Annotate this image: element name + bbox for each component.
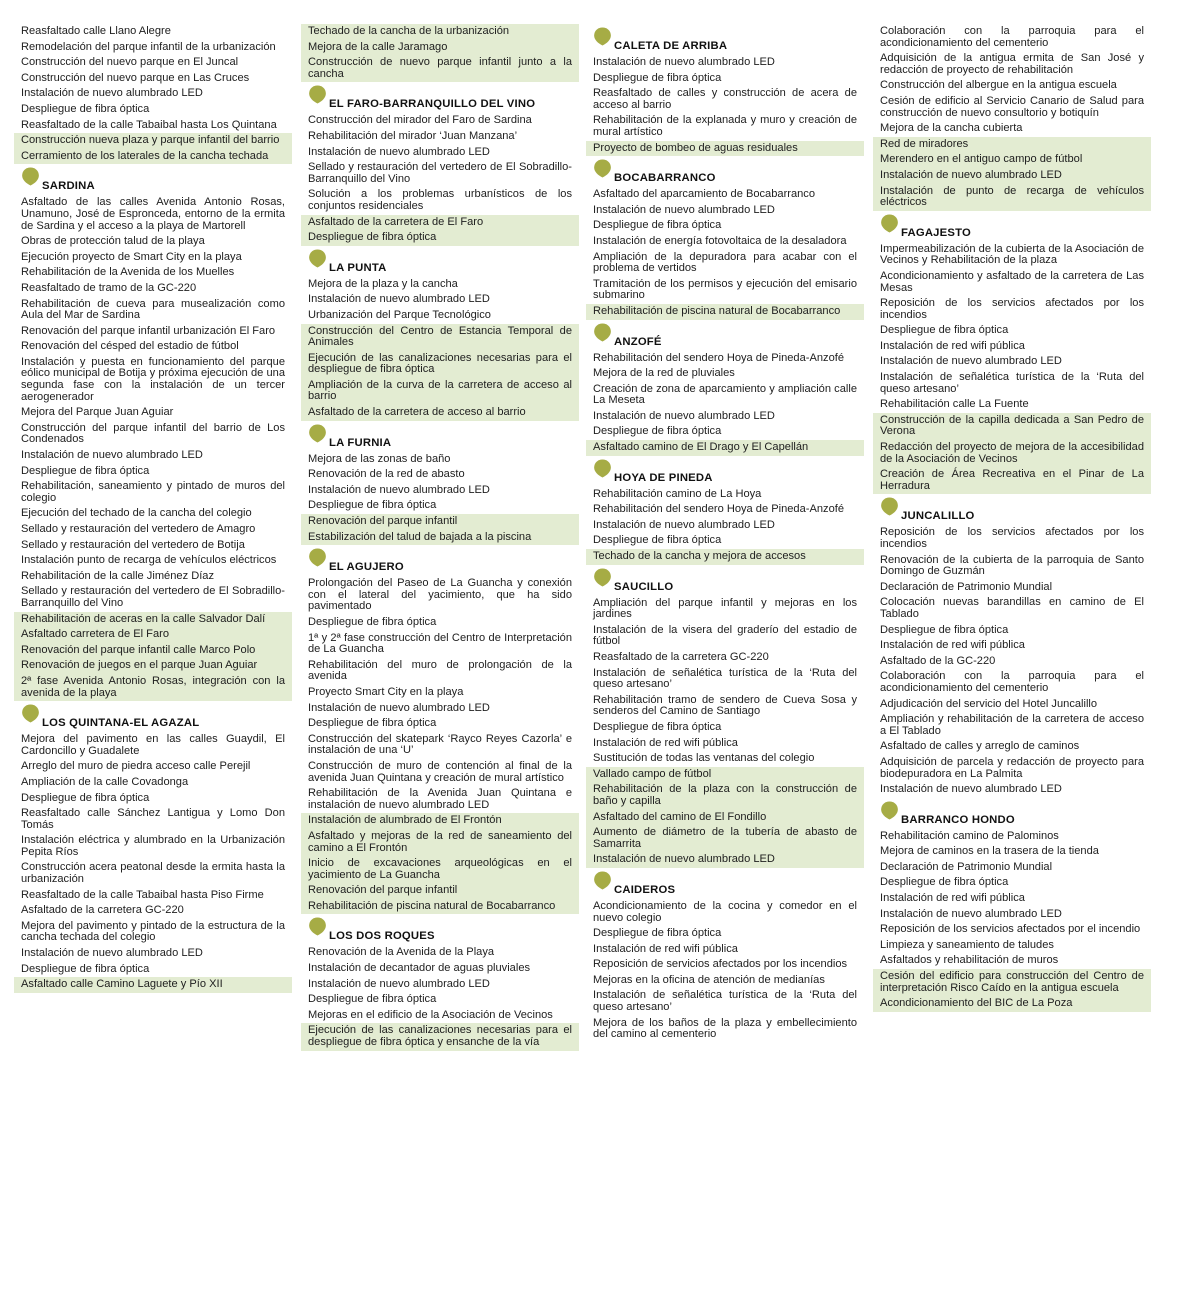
list-item: Ampliación de la depuradora para acabar con el problema de vertidos bbox=[593, 250, 857, 275]
list-item: Adquisición de la antigua ermita de San José y redacción de proyecto de rehabilitación bbox=[880, 52, 1144, 76]
list-item: Sellado y restauración del vertedero de El Sobradillo-Barranquillo del Vino bbox=[308, 161, 572, 185]
section-title: BARRANCO HONDO bbox=[901, 813, 1015, 826]
list-item: Reasfaltado de la calle Tabaibal hasta Los Quintana bbox=[21, 118, 277, 131]
list-item: Rehabilitación de la explanada y muro y creación de mural artístico bbox=[593, 114, 857, 138]
list-item: Instalación de red wifi pública bbox=[880, 339, 1025, 352]
list-item: Instalación de nuevo alumbrado LED bbox=[880, 907, 1062, 920]
list-item-highlighted: Instalación de nuevo alumbrado LED bbox=[586, 852, 864, 868]
list-item: Asfaltado de la GC-220 bbox=[880, 654, 996, 667]
list-item: Remodelación del parque infantil de la urbanización bbox=[21, 40, 276, 53]
list-item: Despliegue de fibra óptica bbox=[308, 499, 437, 512]
list-item-highlighted: Asfaltado calle Camino Laguete y Pío XII bbox=[14, 977, 292, 993]
list-item-highlighted: Instalación de punto de recarga de vehículos eléctricos bbox=[873, 184, 1151, 211]
section-heading-el-faro-barranquillo-del-vino bbox=[301, 82, 579, 113]
section-title: LA FURNIA bbox=[329, 436, 392, 449]
list-item: Ampliación y rehabilitación de la carretera de acceso a El Tablado bbox=[880, 713, 1144, 737]
column-3 bbox=[586, 24, 864, 1043]
section-title: EL AGUJERO bbox=[329, 561, 404, 574]
list-item-highlighted: Techado de la cancha y mejora de accesos bbox=[586, 549, 864, 565]
list-item-highlighted: Construcción de la capilla dedicada a San Pedro de Verona bbox=[873, 413, 1151, 440]
list-item: Declaración de Patrimonio Mundial bbox=[880, 580, 1053, 593]
list-item-highlighted: Asfaltado de la carretera de acceso al barrio bbox=[301, 405, 579, 421]
list-item: Instalación de nuevo alumbrado LED bbox=[593, 518, 775, 531]
list-item: Rehabilitación camino de La Hoya bbox=[593, 487, 762, 500]
list-item: Proyecto Smart City en la playa bbox=[308, 685, 464, 698]
map-pin-icon bbox=[593, 871, 612, 890]
map-pin-icon bbox=[880, 497, 899, 516]
list-item: Despliegue de fibra óptica bbox=[880, 623, 1009, 636]
list-item: Reasfaltado de calles y construcción de acera de acceso al barrio bbox=[593, 87, 857, 111]
map-pin-icon bbox=[308, 424, 327, 443]
section-heading-fagajesto bbox=[873, 211, 1151, 242]
list-item: Declaración de Patrimonio Mundial bbox=[880, 860, 1053, 873]
list-item-highlighted: Asfaltado de la carretera de El Faro bbox=[301, 215, 579, 231]
section-title: LA PUNTA bbox=[329, 261, 387, 274]
list-item: Reposición de los servicios afectados por el incendio bbox=[880, 923, 1141, 936]
list-item-highlighted: Ejecución de las canalizaciones necesarias para el despliegue de fibra óptica y ensanche de la vía bbox=[301, 1023, 579, 1050]
list-item: Reasfaltado calle Sánchez Lantigua y Lomo Don Tomás bbox=[21, 807, 285, 831]
list-item: Adjudicación del servicio del Hotel Juncalillo bbox=[880, 697, 1098, 710]
list-item: Rehabilitación del sendero Hoya de Pineda-Anzofé bbox=[593, 351, 845, 364]
section-title: ANZOFÉ bbox=[614, 335, 662, 348]
list-item: Despliegue de fibra óptica bbox=[21, 791, 150, 804]
list-item: Instalación de red wifi pública bbox=[593, 942, 738, 955]
list-item: Instalación de nuevo alumbrado LED bbox=[308, 977, 490, 990]
list-item: Ejecución del techado de la cancha del colegio bbox=[21, 507, 252, 520]
list-item: Cesión de edificio al Servicio Canario de Salud para construcción de nuevo consultorio y botiquín bbox=[880, 94, 1144, 119]
list-item-highlighted: Rehabilitación de la plaza con la construcción de baño y capilla bbox=[586, 782, 864, 809]
section-heading-bocabarranco bbox=[586, 156, 864, 187]
list-item-highlighted: Instalación de alumbrado de El Frontón bbox=[301, 813, 579, 829]
list-item-highlighted: Construcción de nuevo parque infantil junto a la cancha bbox=[301, 55, 579, 82]
list-item: Rehabilitación del sendero Hoya de Pineda-Anzofé bbox=[593, 503, 845, 516]
list-item: Despliegue de fibra óptica bbox=[21, 962, 150, 975]
list-item: Renovación del césped del estadio de fútbol bbox=[21, 340, 239, 353]
list-item-highlighted: Inicio de excavaciones arqueológicas en el yacimiento de La Guancha bbox=[301, 856, 579, 883]
list-item: Construcción del skatepark ‘Rayco Reyes Cazorla’ e instalación de una ‘U’ bbox=[308, 732, 572, 757]
list-item: Acondicionamiento de la cocina y comedor en el nuevo colegio bbox=[593, 899, 857, 924]
map-pin-icon bbox=[593, 568, 612, 587]
section-heading-el-agujero bbox=[301, 545, 579, 576]
section-heading-los-dos-roques bbox=[301, 914, 579, 945]
list-item: Instalación punto de recarga de vehículos eléctricos bbox=[21, 554, 277, 567]
list-item: Despliegue de fibra óptica bbox=[593, 534, 722, 547]
list-item: Asfaltado de calles y arreglo de caminos bbox=[880, 740, 1080, 753]
list-item: Despliegue de fibra óptica bbox=[593, 425, 722, 438]
list-item: Obras de protección talud de la playa bbox=[21, 235, 205, 248]
list-item-highlighted: Construcción nueva plaza y parque infantil del barrio bbox=[14, 133, 292, 149]
list-item: Reasfaltado de la calle Tabaibal hasta Piso Firme bbox=[21, 888, 264, 901]
map-pin-icon bbox=[593, 323, 612, 342]
list-item: Instalación de nuevo alumbrado LED bbox=[593, 56, 775, 68]
list-item: Mejoras en la oficina de atención de medianías bbox=[593, 973, 825, 986]
list-item: Instalación de red wifi pública bbox=[880, 639, 1025, 652]
section-title: SAUCILLO bbox=[614, 580, 674, 593]
list-item: Colaboración con la parroquia para el acondicionamiento del cementerio bbox=[880, 670, 1144, 694]
list-item: Mejora de la plaza y la cancha bbox=[308, 277, 458, 290]
list-item: Rehabilitación calle La Fuente bbox=[880, 398, 1029, 411]
list-item: Construcción de muro de contención al final de la avenida Juan Quintana y creación de mural artístico bbox=[308, 759, 572, 784]
list-item: Reposición de los servicios afectados por los incendios bbox=[880, 297, 1144, 321]
list-item: Rehabilitación del muro de prolongación de la avenida bbox=[308, 658, 572, 683]
list-item: Instalación eléctrica y alumbrado en la Urbanización Pepita Ríos bbox=[21, 834, 285, 858]
list-item: Mejora de las zonas de baño bbox=[308, 452, 451, 465]
map-pin-icon bbox=[308, 917, 327, 936]
list-item: Instalación de nuevo alumbrado LED bbox=[880, 783, 1062, 796]
list-item: Limpieza y saneamiento de taludes bbox=[880, 938, 1054, 951]
list-item: Despliegue de fibra óptica bbox=[308, 616, 437, 628]
list-item: Construcción acera peatonal desde la ermita hasta la urbanización bbox=[21, 861, 285, 886]
list-item: Mejora del pavimento y pintado de la estructura de la cancha techada del colegio bbox=[21, 919, 285, 944]
list-item: Rehabilitación camino de Palominos bbox=[880, 829, 1059, 842]
list-item: Colocación nuevas barandillas en camino de El Tablado bbox=[880, 596, 1144, 620]
map-pin-icon bbox=[308, 548, 327, 567]
list-item-highlighted: Vallado campo de fútbol bbox=[586, 767, 864, 783]
list-item: Rehabilitación de la Avenida Juan Quintana e instalación de nuevo alumbrado LED bbox=[308, 787, 572, 811]
list-item: Instalación de señalética turística de la ‘Ruta del queso artesano’ bbox=[593, 666, 857, 691]
list-item: Instalación de nuevo alumbrado LED bbox=[308, 483, 490, 496]
list-item: Mejora de la red de pluviales bbox=[593, 367, 735, 380]
list-item: Impermeabilización de la cubierta de la Asociación de Vecinos y Rehabilitación de la plaza bbox=[880, 242, 1144, 267]
list-item: Urbanización del Parque Tecnológico bbox=[308, 308, 491, 321]
list-item: Renovación de la cubierta de la parroquia de Santo Domingo de Guzmán bbox=[880, 553, 1144, 578]
list-item: Asfaltado de la carretera GC-220 bbox=[21, 904, 184, 917]
column-1 bbox=[14, 24, 292, 993]
map-pin-icon bbox=[880, 801, 899, 820]
list-item-highlighted: Aumento de diámetro de la tubería de abasto de Samarrita bbox=[586, 825, 864, 852]
list-item-highlighted: Cesión del edificio para construcción del Centro de interpretación Risco Caído en la antigua escuela bbox=[873, 969, 1151, 996]
list-item: Renovación de la red de abasto bbox=[308, 468, 465, 481]
list-item-highlighted: Rehabilitación de piscina natural de Bocabarranco bbox=[301, 899, 579, 915]
map-pin-icon bbox=[593, 27, 612, 46]
list-item: Construcción del nuevo parque en Las Cruces bbox=[21, 71, 250, 84]
list-item: Mejoras en el edificio de la Asociación de Vecinos bbox=[308, 1008, 553, 1021]
section-heading-juncalillo bbox=[873, 494, 1151, 525]
list-item: Instalación de la visera del graderío del estadio de fútbol bbox=[593, 623, 857, 648]
list-item: Renovación del parque infantil urbanización El Faro bbox=[21, 324, 276, 337]
section-title: CALETA DE ARRIBA bbox=[614, 40, 728, 52]
list-item: Colaboración con la parroquia para el acondicionamiento del cementerio bbox=[880, 25, 1144, 49]
list-item: Despliegue de fibra óptica bbox=[308, 717, 437, 730]
section-heading-saucillo bbox=[586, 565, 864, 596]
list-item: Construcción del parque infantil del barrio de Los Condenados bbox=[21, 421, 285, 446]
list-item: Prolongación del Paseo de La Guancha y conexión con el lateral del yacimiento, que ha sido pavimentado bbox=[308, 577, 572, 613]
list-item: Sellado y restauración del vertedero de El Sobradillo-Barranquillo del Vino bbox=[21, 585, 285, 609]
list-item: Rehabilitación del mirador ‘Juan Manzana’ bbox=[308, 129, 518, 142]
list-item: Rehabilitación de cueva para musealización como Aula del Mar de Sardina bbox=[21, 297, 285, 322]
list-item: Instalación de energía fotovoltaica de la desaladora bbox=[593, 234, 847, 247]
list-item-highlighted: Proyecto de bombeo de aguas residuales bbox=[586, 141, 864, 157]
list-item: Ejecución proyecto de Smart City en la playa bbox=[21, 250, 242, 263]
list-item: Reasfaltado calle Llano Alegre bbox=[21, 25, 171, 37]
list-item: Acondicionamiento y asfaltado de la carretera de Las Mesas bbox=[880, 269, 1144, 294]
list-item: Sellado y restauración del vertedero de Botija bbox=[21, 538, 245, 551]
section-title: LOS QUINTANA-EL AGAZAL bbox=[42, 717, 200, 730]
list-item: Despliegue de fibra óptica bbox=[308, 993, 437, 1006]
list-item: Adquisición de parcela y redacción de proyecto para biodepuradora en La Palmita bbox=[880, 755, 1144, 780]
list-item: Despliegue de fibra óptica bbox=[593, 720, 722, 733]
map-pin-icon bbox=[21, 167, 40, 186]
list-item: Rehabilitación de la calle Jiménez Díaz bbox=[21, 569, 215, 582]
list-item-highlighted: Redacción del proyecto de mejora de la accesibilidad de la Asociación de Vecinos bbox=[873, 440, 1151, 467]
list-item-highlighted: Asfaltado y mejoras de la red de saneamiento del camino a El Frontón bbox=[301, 829, 579, 856]
section-title: EL FARO-BARRANQUILLO DEL VINO bbox=[329, 98, 536, 111]
list-item: Mejora de los baños de la plaza y embellecimiento del camino al cementerio bbox=[593, 1016, 857, 1041]
list-item: Despliegue de fibra óptica bbox=[21, 102, 150, 115]
list-item: Reposición de servicios afectados por los incendios bbox=[593, 958, 848, 971]
list-item: Instalación de decantador de aguas pluviales bbox=[308, 962, 531, 975]
list-item: Instalación de nuevo alumbrado LED bbox=[308, 145, 490, 158]
list-item-highlighted: Renovación del parque infantil bbox=[301, 514, 579, 530]
section-title: FAGAJESTO bbox=[901, 226, 972, 239]
section-title: HOYA DE PINEDA bbox=[614, 471, 713, 484]
list-item: Ampliación del parque infantil y mejoras en los jardines bbox=[593, 596, 857, 621]
map-pin-icon bbox=[593, 159, 612, 178]
list-item-highlighted: Mejora de la calle Jaramago bbox=[301, 40, 579, 56]
section-title: SARDINA bbox=[42, 180, 95, 193]
list-item: Construcción del mirador del Faro de Sardina bbox=[308, 114, 532, 127]
list-item-highlighted: Asfaltado del camino de El Fondillo bbox=[586, 810, 864, 826]
column-2 bbox=[301, 24, 579, 1051]
list-item-highlighted: Rehabilitación de piscina natural de Bocabarranco bbox=[586, 304, 864, 320]
column-4 bbox=[873, 24, 1151, 1012]
section-heading-la-furnia bbox=[301, 421, 579, 452]
list-item: Construcción del albergue en la antigua escuela bbox=[880, 79, 1117, 92]
list-item-highlighted: 2ª fase Avenida Antonio Rosas, integración con la avenida de la playa bbox=[14, 674, 292, 701]
map-pin-icon bbox=[880, 214, 899, 233]
list-item: Rehabilitación de la Avenida de los Muelles bbox=[21, 266, 235, 279]
list-item: Creación de zona de aparcamiento y ampliación calle La Meseta bbox=[593, 382, 857, 407]
list-item-highlighted: Creación de Área Recreativa en el Pinar de La Herradura bbox=[873, 467, 1151, 494]
list-item-highlighted: Despliegue de fibra óptica bbox=[301, 230, 579, 246]
section-heading-anzofe bbox=[586, 320, 864, 351]
section-heading-caleta-de-arriba bbox=[586, 24, 864, 55]
section-title: BOCABARRANCO bbox=[614, 172, 716, 185]
list-item-highlighted: Acondicionamiento del BIC de La Poza bbox=[873, 996, 1151, 1012]
list-item: Reposición de los servicios afectados por los incendios bbox=[880, 526, 1144, 550]
list-item-highlighted: Rehabilitación de aceras en la calle Salvador Dalí bbox=[14, 612, 292, 628]
list-item: Despliegue de fibra óptica bbox=[593, 71, 722, 84]
list-item-highlighted: Techado de la cancha de la urbanización bbox=[301, 24, 579, 40]
list-item: Reasfaltado de la carretera GC-220 bbox=[593, 651, 769, 663]
list-item: Solución a los problemas urbanísticos de los conjuntos residenciales bbox=[308, 188, 572, 212]
list-item-highlighted: Ejecución de las canalizaciones necesarias para el despliegue de fibra óptica bbox=[301, 351, 579, 378]
list-item: Mejora del Parque Juan Aguiar bbox=[21, 406, 174, 419]
section-title: LOS DOS ROQUES bbox=[329, 930, 435, 943]
section-heading-los-quintana-el-agazal bbox=[14, 701, 292, 732]
list-item: Instalación de nuevo alumbrado LED bbox=[593, 203, 775, 216]
section-heading-caideros bbox=[586, 868, 864, 899]
list-item: Asfaltado del aparcamiento de Bocabarranco bbox=[593, 188, 816, 201]
list-item-highlighted: Merendero en el antiguo campo de fútbol bbox=[873, 152, 1151, 168]
list-item-highlighted: Red de miradores bbox=[873, 137, 1151, 153]
list-item: Instalación de nuevo alumbrado LED bbox=[308, 293, 490, 306]
list-item: Construcción del nuevo parque en El Juncal bbox=[21, 56, 239, 69]
list-item-highlighted: Renovación del parque infantil bbox=[301, 883, 579, 899]
list-item: Instalación de señalética turística de la ‘Ruta del queso artesano’ bbox=[593, 989, 857, 1014]
list-item: Instalación y puesta en funcionamiento del parque eólico municipal de Botija y próxima ejecución de una segunda fase con la instalación de un tercer aerogenerador bbox=[21, 355, 285, 403]
list-item: Mejora de caminos en la trasera de la tienda bbox=[880, 845, 1099, 858]
list-item: Instalación de nuevo alumbrado LED bbox=[880, 355, 1062, 368]
list-item: Mejora del pavimento en las calles Guaydil, El Cardoncillo y Guadalete bbox=[21, 733, 285, 757]
list-item: Instalación de nuevo alumbrado LED bbox=[21, 449, 203, 462]
list-item-highlighted: Cerramiento de los laterales de la cancha techada bbox=[14, 149, 292, 165]
list-item: Despliegue de fibra óptica bbox=[880, 876, 1009, 889]
list-item-highlighted: Construcción del Centro de Estancia Temporal de Animales bbox=[301, 324, 579, 351]
list-item-highlighted: Ampliación de la curva de la carretera de acceso al barrio bbox=[301, 378, 579, 405]
list-item: Reasfaltado de tramo de la GC-220 bbox=[21, 281, 197, 294]
list-item: Instalación de señalética turística de la ‘Ruta del queso artesano’ bbox=[880, 371, 1144, 395]
list-item: Tramitación de los permisos y ejecución del emisario submarino bbox=[593, 277, 857, 302]
list-item-highlighted: Asfaltado camino de El Drago y El Capellán bbox=[586, 440, 864, 456]
list-item-highlighted: Instalación de nuevo alumbrado LED bbox=[873, 168, 1151, 184]
list-item-highlighted: Renovación de juegos en el parque Juan Aguiar bbox=[14, 658, 292, 674]
section-heading-hoya-de-pineda bbox=[586, 456, 864, 487]
list-item: Arreglo del muro de piedra acceso calle Perejil bbox=[21, 760, 251, 773]
list-item-highlighted: Renovación del parque infantil calle Marco Polo bbox=[14, 643, 292, 659]
section-heading-la-punta bbox=[301, 246, 579, 277]
list-item: Asfaltados y rehabilitación de muros bbox=[880, 954, 1059, 967]
section-title: JUNCALILLO bbox=[901, 510, 975, 523]
map-pin-icon bbox=[21, 704, 40, 723]
map-pin-icon bbox=[308, 85, 327, 104]
list-item: Rehabilitación tramo de sendero de Cueva Sosa y senderos del Camino de Santiago bbox=[593, 693, 857, 718]
list-item: Despliegue de fibra óptica bbox=[21, 464, 150, 477]
list-item: Instalación de nuevo alumbrado LED bbox=[593, 409, 775, 422]
list-item: Instalación de red wifi pública bbox=[880, 892, 1025, 905]
list-item-highlighted: Estabilización del talud de bajada a la piscina bbox=[301, 530, 579, 546]
list-item: Instalación de nuevo alumbrado LED bbox=[21, 87, 203, 100]
list-item: Sustitución de todas las ventanas del colegio bbox=[593, 752, 815, 765]
list-item: Rehabilitación, saneamiento y pintado de muros del colegio bbox=[21, 480, 285, 504]
list-item: Ampliación de la calle Covadonga bbox=[21, 775, 189, 788]
list-item: Despliegue de fibra óptica bbox=[880, 324, 1009, 337]
list-item: Despliegue de fibra óptica bbox=[593, 219, 722, 232]
list-item: 1ª y 2ª fase construcción del Centro de Interpretación de La Guancha bbox=[308, 631, 572, 656]
list-item: Instalación de red wifi pública bbox=[593, 736, 738, 749]
list-item: Instalación de nuevo alumbrado LED bbox=[308, 701, 490, 714]
list-item: Instalación de nuevo alumbrado LED bbox=[21, 947, 203, 960]
map-pin-icon bbox=[308, 249, 327, 268]
list-item-highlighted: Asfaltado carretera de El Faro bbox=[14, 627, 292, 643]
section-title: CAIDEROS bbox=[614, 883, 676, 896]
list-item: Mejora de la cancha cubierta bbox=[880, 122, 1023, 135]
list-item: Sellado y restauración del vertedero de Amagro bbox=[21, 523, 256, 535]
section-heading-sardina bbox=[14, 164, 292, 195]
list-item: Despliegue de fibra óptica bbox=[593, 927, 722, 940]
map-pin-icon bbox=[593, 459, 612, 478]
section-heading-barranco-hondo bbox=[873, 798, 1151, 829]
list-item: Asfaltado de las calles Avenida Antonio Rosas, Unamuno, José de Espronceda, entorno de la ermita de Sardina y el acceso a la playa de Martorell bbox=[21, 196, 285, 232]
list-item: Renovación de la Avenida de la Playa bbox=[308, 946, 495, 959]
